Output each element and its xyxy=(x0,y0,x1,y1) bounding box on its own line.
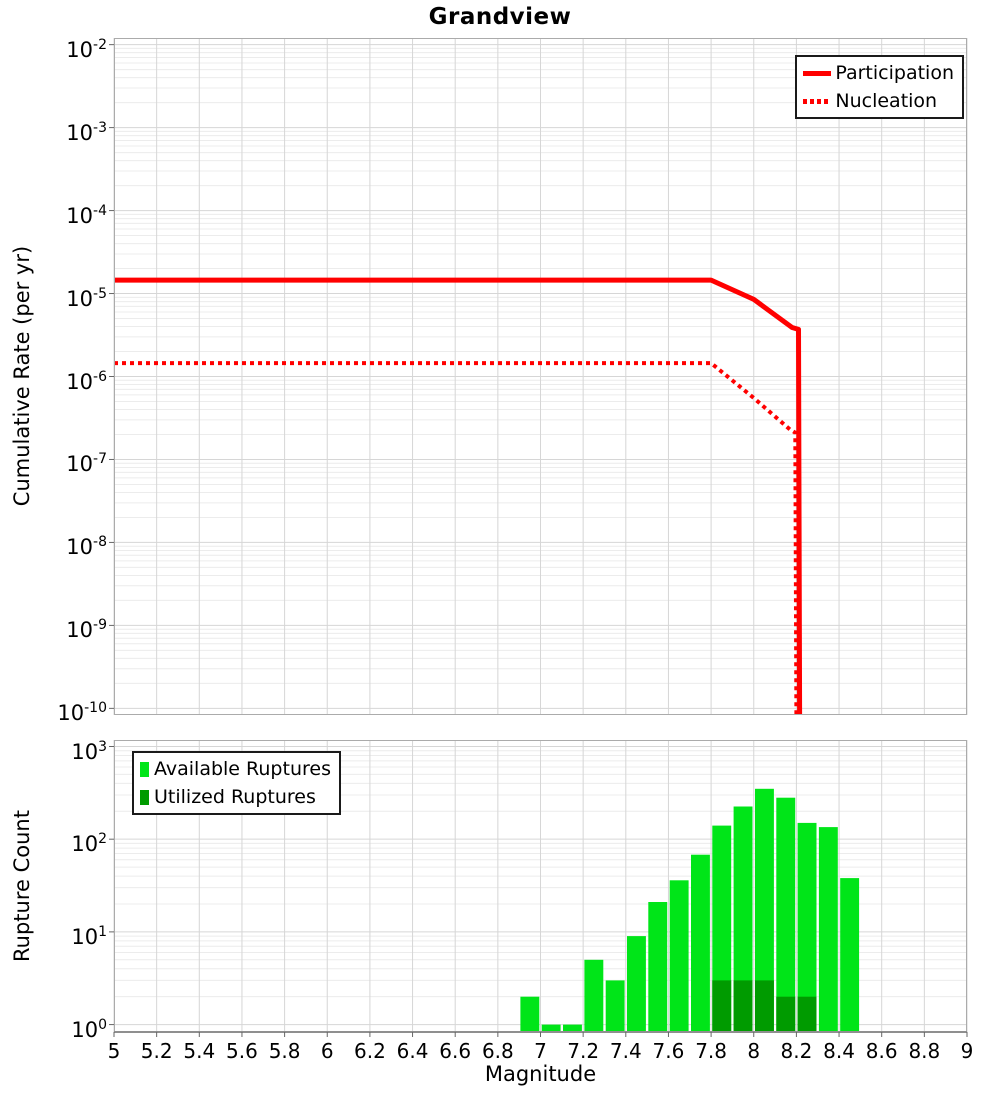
nucleation-legend-label: Nucleation xyxy=(835,90,938,112)
y-tick-label: $10^{-2}$ xyxy=(66,36,107,62)
legend-item-participation xyxy=(803,59,954,87)
legend-item-utilized-ruptures xyxy=(140,783,331,811)
x-tick-label: 5 xyxy=(107,1039,121,1063)
x-tick-label: 5.2 xyxy=(140,1039,173,1063)
participation-legend-label: Participation xyxy=(835,62,954,84)
count-y-axis-label: Rupture Count xyxy=(10,810,34,962)
x-tick-label: 8.2 xyxy=(780,1039,813,1063)
available-ruptures-legend-label: Available Ruptures xyxy=(154,758,331,780)
y-tick-label: $10^{-8}$ xyxy=(66,534,107,560)
bar xyxy=(563,1025,582,1032)
y-tick-label: $10^1$ xyxy=(71,923,107,949)
utilized-ruptures-legend-label: Utilized Ruptures xyxy=(154,786,316,808)
nucleation-line-swatch xyxy=(803,99,831,104)
bar xyxy=(712,980,731,1032)
x-tick-label: 5.4 xyxy=(183,1039,216,1063)
y-tick-label: $10^{-3}$ xyxy=(66,119,107,145)
x-axis-label: Magnitude xyxy=(484,1062,597,1086)
bar xyxy=(670,880,689,1032)
y-tick-label: $10^3$ xyxy=(71,738,107,764)
x-tick-label: 8 xyxy=(747,1039,761,1063)
bar xyxy=(691,855,710,1032)
legend-item-available-ruptures xyxy=(140,755,331,783)
x-tick-label: 7.6 xyxy=(652,1039,685,1063)
participation-line-swatch xyxy=(803,71,831,76)
legend-item-nucleation xyxy=(803,87,954,115)
axis-ticks xyxy=(109,45,114,709)
rate-legend xyxy=(795,55,964,119)
x-tick-label: 8.8 xyxy=(908,1039,941,1063)
x-tick-label: 6 xyxy=(320,1039,334,1063)
x-tick-label: 6.6 xyxy=(439,1039,472,1063)
bar xyxy=(520,997,539,1032)
rate-plot-svg xyxy=(114,38,967,715)
bar xyxy=(584,960,603,1032)
bar xyxy=(840,878,859,1032)
bar xyxy=(734,980,753,1032)
available-ruptures-swatch xyxy=(140,762,149,777)
y-tick-label: $10^{-6}$ xyxy=(66,368,107,394)
bar xyxy=(755,980,774,1032)
y-tick-label: $10^2$ xyxy=(71,831,107,857)
y-tick-label: $10^{-10}$ xyxy=(57,700,107,726)
x-tick-label: 8.4 xyxy=(823,1039,855,1063)
bar xyxy=(542,1025,561,1032)
y-tick-label: $10^{-7}$ xyxy=(66,451,107,477)
bar xyxy=(798,997,817,1032)
x-tick-label: 6.4 xyxy=(396,1039,429,1063)
x-tick-label: 5.8 xyxy=(268,1039,301,1063)
x-tick-label: 8.6 xyxy=(865,1039,898,1063)
x-tick-label: 9 xyxy=(960,1039,974,1063)
y-tick-label: $10^{-5}$ xyxy=(66,285,107,311)
count-plot-area xyxy=(114,740,967,1032)
x-tick-label: 7 xyxy=(534,1039,547,1063)
x-tick-label: 6.2 xyxy=(353,1039,386,1063)
x-tick-label: 7.4 xyxy=(609,1039,642,1063)
rate-plot-area xyxy=(114,38,967,715)
x-tick-label: 7.8 xyxy=(695,1039,727,1063)
y-tick-label: $10^{-9}$ xyxy=(66,617,107,643)
bar xyxy=(606,980,625,1032)
count-legend xyxy=(132,751,341,815)
major-gridlines xyxy=(114,38,967,715)
y-tick-label: $10^{-4}$ xyxy=(66,202,107,228)
bar xyxy=(648,902,667,1032)
rate-y-axis-label: Cumulative Rate (per yr) xyxy=(10,245,34,507)
available-bars xyxy=(520,789,859,1032)
x-tick-label: 7.2 xyxy=(567,1039,600,1063)
bar xyxy=(627,936,646,1032)
y-tick-label: $10^0$ xyxy=(71,1016,107,1042)
x-tick-label: 5.6 xyxy=(226,1039,258,1063)
chart-title: Grandview xyxy=(428,4,572,30)
x-tick-label: 6.8 xyxy=(481,1039,514,1063)
participation-line xyxy=(114,280,800,715)
bar xyxy=(776,997,795,1032)
bar xyxy=(819,827,838,1032)
utilized-ruptures-swatch xyxy=(140,790,149,805)
